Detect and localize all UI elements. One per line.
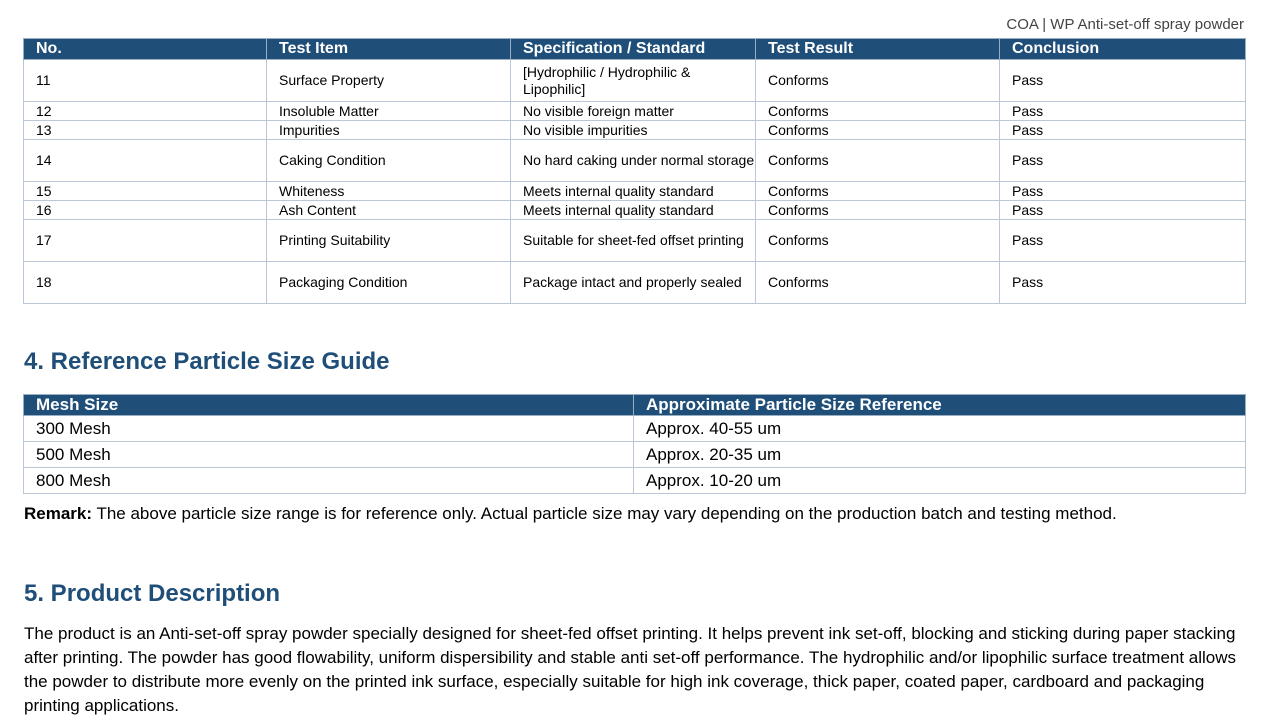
table-row xyxy=(24,201,1246,220)
table-row xyxy=(24,416,1246,442)
table-row xyxy=(24,121,1246,140)
cell-test-item: Insoluble Matter xyxy=(267,102,511,121)
cell-no: 11 xyxy=(24,60,267,102)
cell-conclusion: Pass xyxy=(1000,262,1246,304)
product-description: The product is an Anti-set-off spray powder specially designed for sheet-fed offset printing. It helps prevent ink set-off, blocking and sticking during paper stacking after printing. The powder has good flowability, uniform dispersibility and stable anti set-off performance. The hydrophilic and/or lipophilic surface treatment allows the powder to distribute more evenly on the printed ink surface, especially suitable for high ink coverage, thick paper, coated paper, cardboard and packaging printing applications. xyxy=(24,624,1237,715)
col-header-no: No. xyxy=(24,39,267,60)
table-row xyxy=(24,102,1246,121)
cell-mesh-size: 300 Mesh xyxy=(24,416,634,442)
table-row xyxy=(24,182,1246,201)
cell-particle-size: Approx. 40-55 um xyxy=(634,416,1246,442)
cell-conclusion: Pass xyxy=(1000,182,1246,201)
cell-test-item: Packaging Condition xyxy=(267,262,511,304)
cell-no: 14 xyxy=(24,140,267,182)
col-header-mesh-size: Mesh Size xyxy=(24,395,634,416)
cell-test-item: Impurities xyxy=(267,121,511,140)
table-header-row xyxy=(24,395,1246,416)
cell-conclusion: Pass xyxy=(1000,140,1246,182)
table-row xyxy=(24,140,1246,182)
cell-test-result: Conforms xyxy=(756,102,1000,121)
remark-paragraph xyxy=(24,500,1234,528)
col-header-specification: Specification / Standard xyxy=(511,39,756,60)
cell-conclusion: Pass xyxy=(1000,60,1246,102)
cell-test-result: Conforms xyxy=(756,220,1000,262)
table-row xyxy=(24,60,1246,102)
cell-test-item: Ash Content xyxy=(267,201,511,220)
cell-particle-size: Approx. 10-20 um xyxy=(634,468,1246,494)
cell-conclusion: Pass xyxy=(1000,220,1246,262)
cell-test-result: Conforms xyxy=(756,121,1000,140)
cell-no: 16 xyxy=(24,201,267,220)
test-results-table xyxy=(23,38,1246,304)
cell-particle-size: Approx. 20-35 um xyxy=(634,442,1246,468)
document-label: COA | WP Anti-set-off spray powder xyxy=(1006,16,1244,33)
remark-label: Remark: xyxy=(24,504,93,523)
cell-test-item: Caking Condition xyxy=(267,140,511,182)
cell-test-result: Conforms xyxy=(756,60,1000,102)
cell-conclusion: Pass xyxy=(1000,201,1246,220)
cell-test-result: Conforms xyxy=(756,140,1000,182)
cell-test-result: Conforms xyxy=(756,262,1000,304)
remark-text: The above particle size range is for reference only. Actual particle size may vary depending on the production batch and testing method. xyxy=(92,504,1117,523)
cell-conclusion: Pass xyxy=(1000,121,1246,140)
col-header-test-result: Test Result xyxy=(756,39,1000,60)
cell-mesh-size: 800 Mesh xyxy=(24,468,634,494)
cell-specification: [Hydrophilic / Hydrophilic & Lipophilic] xyxy=(511,60,756,102)
cell-mesh-size: 500 Mesh xyxy=(24,442,634,468)
cell-no: 17 xyxy=(24,220,267,262)
cell-specification: No visible impurities xyxy=(511,121,756,140)
table-row xyxy=(24,468,1246,494)
cell-specification: No hard caking under normal storage xyxy=(511,140,756,182)
cell-conclusion: Pass xyxy=(1000,102,1246,121)
particle-size-table xyxy=(23,394,1246,494)
table-row xyxy=(24,220,1246,262)
cell-test-result: Conforms xyxy=(756,182,1000,201)
cell-no: 18 xyxy=(24,262,267,304)
cell-test-item: Surface Property xyxy=(267,60,511,102)
section-5-heading: 5. Product Description xyxy=(24,580,281,607)
cell-no: 15 xyxy=(24,182,267,201)
cell-specification: Meets internal quality standard xyxy=(511,182,756,201)
col-header-particle-size: Approximate Particle Size Reference xyxy=(634,395,1246,416)
section-4-heading: 4. Reference Particle Size Guide xyxy=(24,348,390,375)
cell-test-result: Conforms xyxy=(756,201,1000,220)
table-header-row xyxy=(24,39,1246,60)
cell-specification: Meets internal quality standard xyxy=(511,201,756,220)
cell-test-item: Whiteness xyxy=(267,182,511,201)
table-row xyxy=(24,262,1246,304)
col-header-conclusion: Conclusion xyxy=(1000,39,1246,60)
col-header-test-item: Test Item xyxy=(267,39,511,60)
cell-specification: Suitable for sheet-fed offset printing xyxy=(511,220,756,262)
cell-specification: No visible foreign matter xyxy=(511,102,756,121)
table-row xyxy=(24,442,1246,468)
cell-specification: Package intact and properly sealed xyxy=(511,262,756,304)
cell-no: 12 xyxy=(24,102,267,121)
cell-test-item: Printing Suitability xyxy=(267,220,511,262)
cell-no: 13 xyxy=(24,121,267,140)
